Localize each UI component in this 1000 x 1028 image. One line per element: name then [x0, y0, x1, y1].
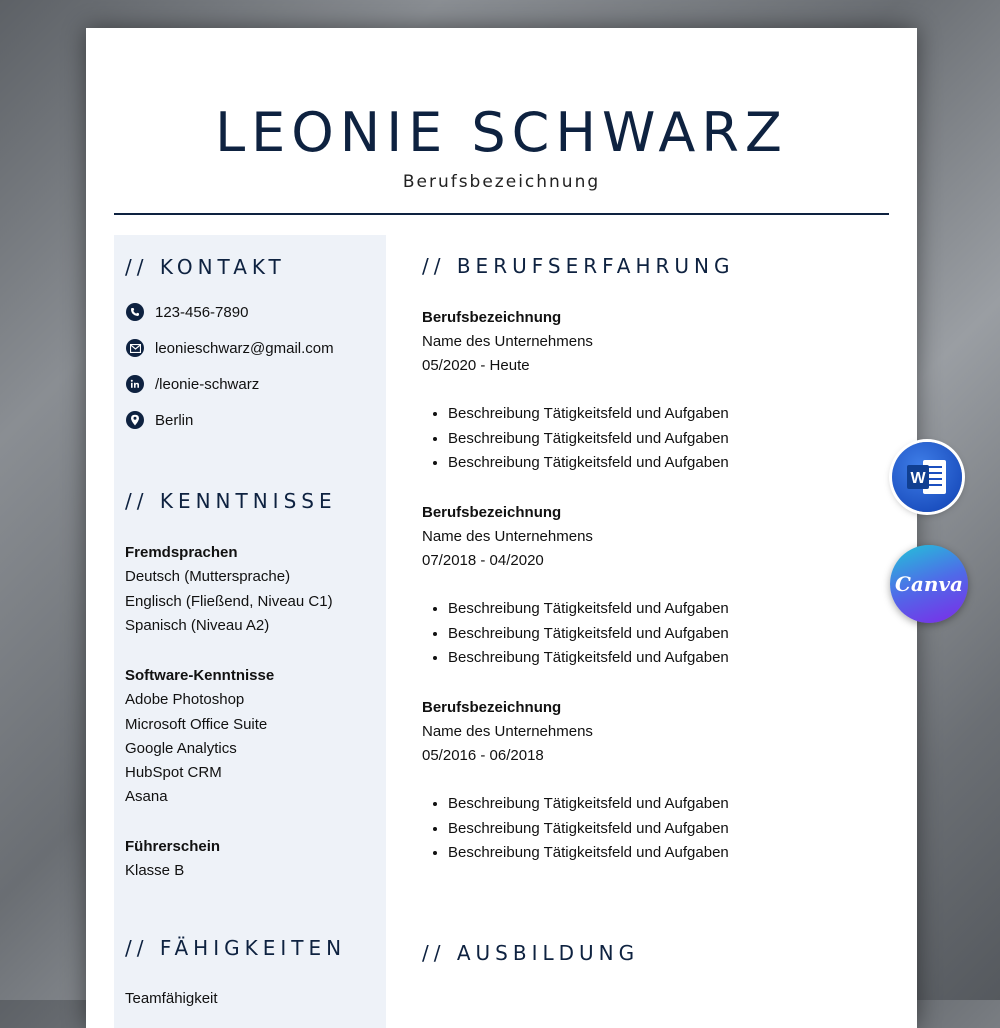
license-item: Klasse B [125, 862, 185, 880]
word-app-icon[interactable] [892, 442, 962, 512]
ability-item: Teamfähigkeit [125, 990, 218, 1007]
languages-block [125, 541, 333, 638]
software-item: Asana [125, 788, 168, 806]
word-letter: W [910, 470, 926, 487]
sidebar [114, 235, 386, 1028]
language-item: Englisch (Fließend, Niveau C1) [125, 592, 333, 610]
contact-linkedin [126, 375, 259, 393]
languages-title: Fremdsprachen [125, 544, 238, 561]
job-title: Berufsbezeichnung [422, 309, 562, 326]
header-divider [114, 213, 889, 215]
contact-phone [126, 303, 248, 321]
job-period: 05/2016 - 06/2018 [422, 747, 544, 764]
language-item: Spanisch (Niveau A2) [125, 616, 270, 634]
email-icon [126, 339, 144, 357]
candidate-name: LEONIE SCHWARZ [215, 101, 788, 164]
job-title: Berufsbezeichnung [422, 504, 562, 521]
canva-logo-text: Canva [895, 572, 963, 596]
job-bullet: • Beschreibung Tätigkeitsfeld und Aufgaben [448, 402, 862, 427]
license-block [125, 835, 220, 884]
job-company: Name des Unternehmens [422, 333, 593, 350]
job-bullet: • Beschreibung Tätigkeitsfeld und Aufgaben [448, 597, 862, 622]
canva-app-icon[interactable] [890, 545, 968, 623]
job-period: 05/2020 - Heute [422, 357, 530, 374]
contact-location [126, 411, 193, 429]
contact-email-text: leonieschwarz@gmail.com [155, 339, 334, 357]
word-logo-icon [892, 442, 962, 512]
experience-heading: // BERUFSERFAHRUNG [422, 254, 735, 278]
job-bullet: • Beschreibung Tätigkeitsfeld und Aufgaben [448, 841, 862, 866]
job-bullets [422, 402, 862, 476]
skills-heading: // KENNTNISSE [125, 489, 337, 513]
job-company: Name des Unternehmens [422, 528, 593, 545]
education-heading: // AUSBILDUNG [422, 941, 640, 965]
software-item: Google Analytics [125, 739, 237, 757]
job-bullet: • Beschreibung Tätigkeitsfeld und Aufgaben [448, 622, 862, 647]
job-bullet: • Beschreibung Tätigkeitsfeld und Aufgaben [448, 792, 862, 817]
software-item: Microsoft Office Suite [125, 715, 268, 733]
software-item: Adobe Photoshop [125, 691, 245, 709]
contact-heading: // KONTAKT [125, 255, 286, 279]
software-item: HubSpot CRM [125, 764, 222, 782]
job-entry [422, 501, 862, 671]
job-bullets [422, 597, 862, 671]
linkedin-icon [126, 375, 144, 393]
contact-linkedin-text: /leonie-schwarz [155, 375, 260, 393]
job-title: Berufsbezeichnung [422, 699, 562, 716]
contact-location-text: Berlin [155, 411, 194, 429]
job-period: 07/2018 - 04/2020 [422, 552, 544, 569]
resume-page [86, 28, 917, 1028]
job-entry [422, 306, 862, 476]
job-bullet: • Beschreibung Tätigkeitsfeld und Aufgaben [448, 427, 862, 452]
job-company: Name des Unternehmens [422, 723, 593, 740]
software-block [125, 664, 274, 810]
contact-email [126, 339, 334, 357]
job-bullet: • Beschreibung Tätigkeitsfeld und Aufgaben [448, 646, 862, 671]
language-item: Deutsch (Muttersprache) [125, 568, 291, 586]
job-entry [422, 696, 862, 866]
license-title: Führerschein [125, 838, 221, 855]
job-title-subtitle: Berufsbezeichnung [402, 172, 601, 192]
location-icon [126, 411, 144, 429]
abilities-heading: // FÄHIGKEITEN [125, 936, 347, 960]
abilities-block [125, 987, 218, 1011]
software-title: Software-Kenntnisse [125, 667, 275, 684]
job-bullets [422, 792, 862, 866]
job-bullet: • Beschreibung Tätigkeitsfeld und Aufgaben [448, 817, 862, 842]
job-bullet: • Beschreibung Tätigkeitsfeld und Aufgaben [448, 451, 862, 476]
phone-icon [126, 303, 144, 321]
contact-phone-text: 123-456-7890 [155, 303, 249, 321]
